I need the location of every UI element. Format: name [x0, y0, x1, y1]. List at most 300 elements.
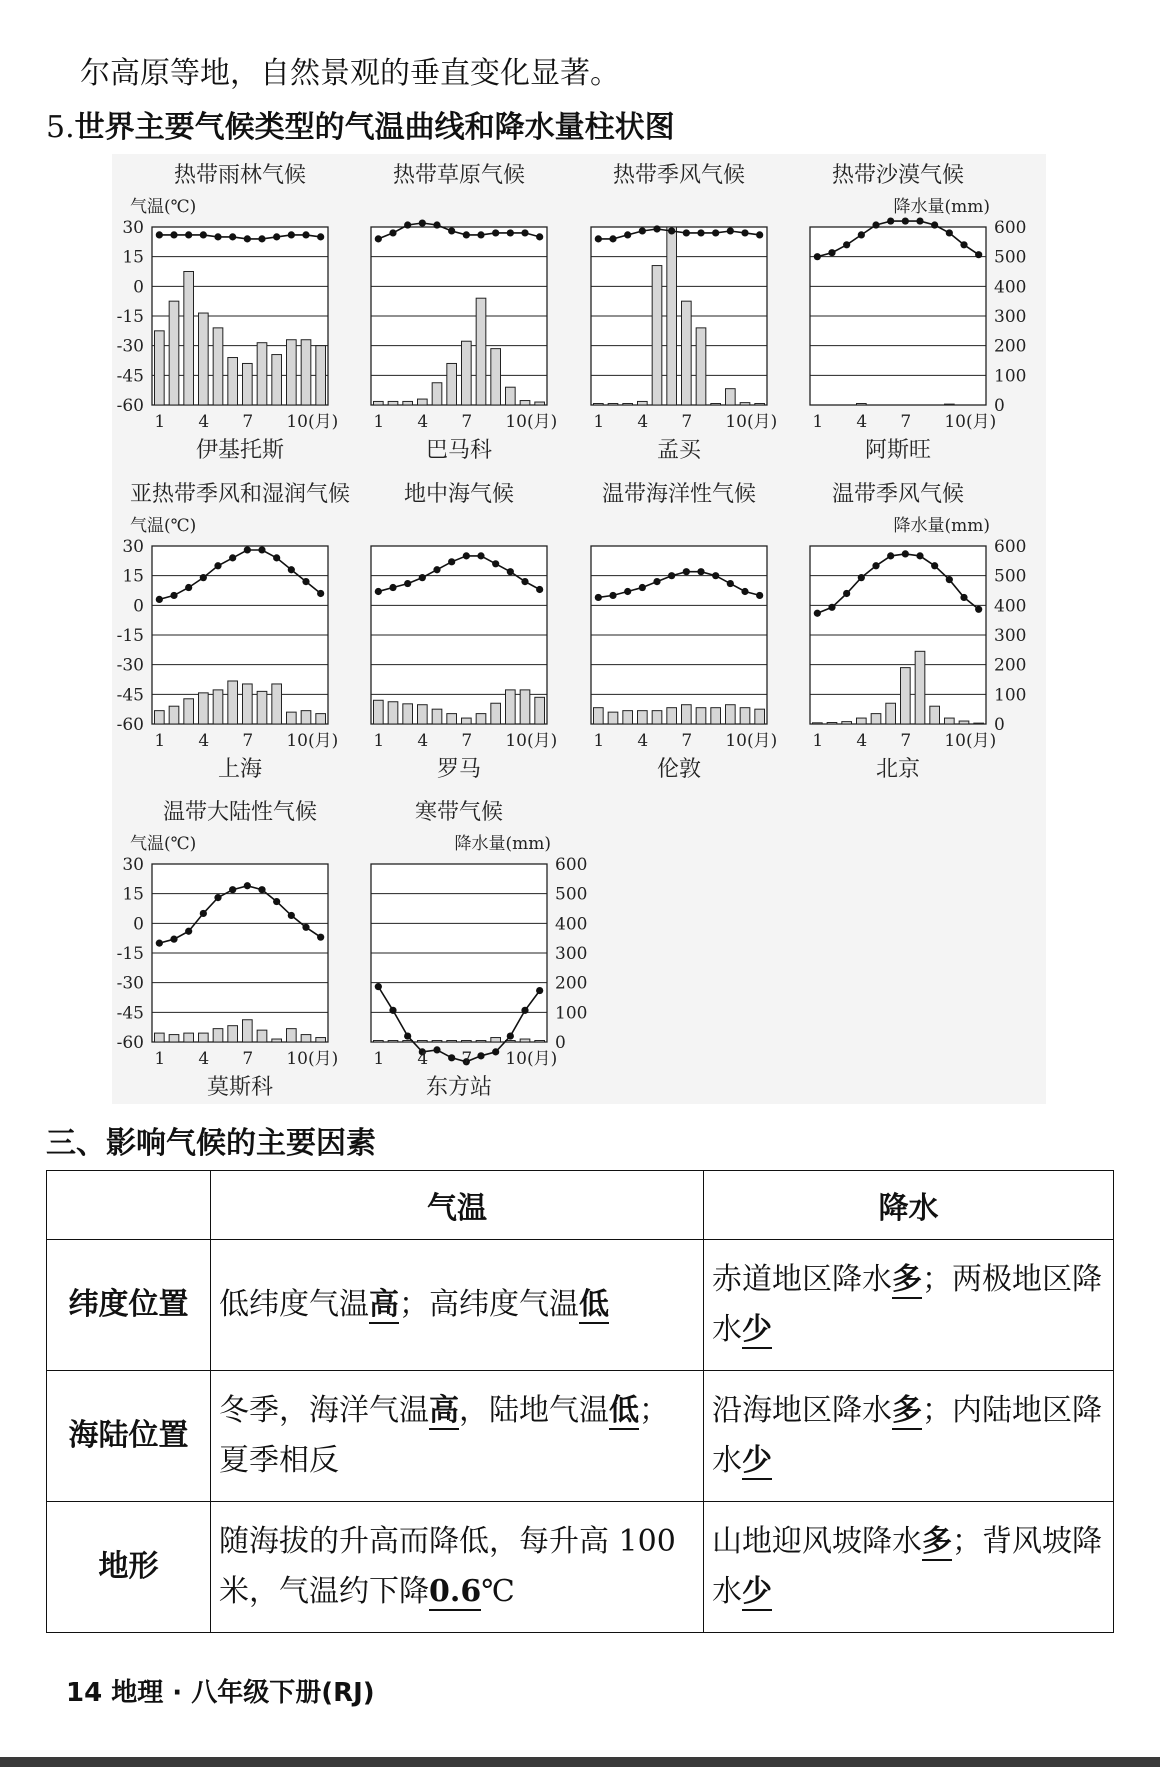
temp-point [697, 229, 704, 236]
temp-cell [211, 1371, 704, 1502]
temp-tick-label: -45 [116, 1003, 144, 1024]
precip-bar [476, 714, 486, 724]
temp-point [214, 894, 221, 901]
precip-bar [857, 404, 867, 405]
row-header: 地形 [47, 1502, 211, 1633]
x-tick-label: 1 [373, 731, 385, 751]
x-tick-label: 7 [461, 1049, 473, 1069]
precip-tick-label: 400 [994, 277, 1027, 298]
x-tick-label: 4 [198, 412, 210, 432]
temp-point [404, 1032, 411, 1039]
precip-cell [704, 1502, 1114, 1633]
temp-point [756, 231, 763, 238]
answer-blank: 低 [579, 1287, 609, 1322]
temp-point [288, 912, 295, 919]
temp-point [931, 221, 938, 228]
temp-point [609, 235, 616, 242]
cell-text: ；背风坡降水 [712, 1524, 1102, 1609]
precip-tick-label: 600 [994, 218, 1027, 238]
temp-point [595, 594, 602, 601]
precip-bar [608, 712, 618, 724]
temp-point [902, 217, 909, 224]
precip-bar [682, 301, 692, 405]
precip-bar [682, 705, 692, 724]
temp-point [858, 231, 865, 238]
cell-text: ，陆地气温 [459, 1393, 609, 1428]
temp-tick-label: 30 [122, 218, 144, 238]
x-tick-label: 7 [681, 412, 693, 432]
temp-cell [211, 1502, 704, 1633]
temp-point [273, 233, 280, 240]
temp-point [317, 233, 324, 240]
temp-point [960, 594, 967, 601]
cell-text: 山地迎风坡降水 [712, 1524, 922, 1559]
temp-tick-label: -15 [116, 307, 144, 327]
temp-point [317, 590, 324, 597]
x-tick-label: 10(月) [286, 1049, 339, 1069]
answer-blank: 高 [369, 1287, 399, 1322]
precip-tick-label: 200 [994, 655, 1027, 676]
x-tick-label: 4 [856, 412, 868, 432]
precip-bar [257, 691, 267, 724]
temp-tick-label: -45 [116, 366, 144, 387]
x-tick-label: 4 [637, 412, 649, 432]
precip-bar [228, 358, 238, 405]
city-name: 阿斯旺 [864, 438, 932, 463]
precip-tick-label: 600 [994, 537, 1027, 557]
temp-tick-label: 30 [122, 855, 144, 875]
answer-blank: 低 [609, 1393, 639, 1428]
precip-bar [755, 404, 765, 405]
x-tick-label: 1 [154, 1049, 166, 1069]
precip-bar [432, 709, 442, 724]
temp-point [317, 934, 324, 941]
chart-title: 寒带气候 [414, 800, 504, 825]
precip-bar [418, 705, 428, 724]
chart-title: 温带海洋性气候 [601, 482, 757, 507]
cell-text: ；高纬度气温 [399, 1287, 579, 1322]
cell-text: 冬季，海洋气温 [219, 1393, 429, 1428]
temp-point [712, 572, 719, 579]
x-tick-label: 7 [242, 731, 254, 751]
temp-point [887, 217, 894, 224]
x-tick-label: 7 [900, 412, 912, 432]
temp-point [697, 568, 704, 575]
precip-tick-label: 100 [555, 1003, 588, 1024]
x-tick-label: 1 [373, 412, 385, 432]
answer-blank: 少 [742, 1574, 772, 1609]
temp-point [302, 578, 309, 585]
precip-bar [623, 404, 633, 405]
header-temp: 气温 [211, 1171, 704, 1240]
precip-bar [316, 346, 326, 405]
precip-tick-label: 500 [555, 884, 588, 905]
precip-bar [886, 703, 896, 724]
temp-tick-label: -60 [116, 1033, 144, 1053]
temp-tick-label: -30 [116, 973, 144, 994]
precip-bar [638, 711, 648, 724]
city-name: 东方站 [425, 1075, 493, 1100]
row-header: 纬度位置 [47, 1240, 211, 1371]
temp-point [492, 1048, 499, 1055]
x-tick-label: 10(月) [505, 1049, 558, 1069]
precip-bar [594, 404, 604, 405]
temp-point [507, 568, 514, 575]
precip-bar [301, 340, 311, 405]
precip-axis-label: 降水量(mm) [893, 197, 990, 217]
precip-bar [432, 1041, 442, 1042]
precip-bar [915, 651, 925, 724]
precip-bar [418, 399, 428, 405]
x-tick-label: 10(月) [505, 412, 558, 432]
precip-bar [213, 328, 223, 405]
precip-bar [711, 708, 721, 724]
precip-bar [228, 1026, 238, 1042]
precip-bar [243, 684, 253, 724]
city-name: 伦敦 [656, 757, 702, 782]
temp-point [477, 231, 484, 238]
temp-point [858, 574, 865, 581]
precip-bar [243, 363, 253, 405]
temp-point [375, 235, 382, 242]
chart-title: 热带季风气候 [612, 163, 746, 188]
temp-point [448, 227, 455, 234]
x-tick-label: 1 [812, 412, 824, 432]
precip-bar [388, 702, 398, 724]
precip-bar [403, 704, 413, 724]
temp-point [200, 574, 207, 581]
precip-bar [535, 1041, 545, 1042]
precip-bar [228, 681, 238, 724]
precip-bar [696, 708, 706, 724]
precip-bar [374, 401, 384, 405]
temp-point [536, 987, 543, 994]
temp-point [960, 241, 967, 248]
temp-point [419, 574, 426, 581]
temp-point [609, 592, 616, 599]
precip-bar [740, 403, 750, 405]
temp-tick-label: 0 [133, 596, 144, 617]
temp-point [389, 584, 396, 591]
temp-tick-label: -15 [116, 944, 144, 964]
climate-charts-panel [112, 154, 1046, 1104]
precip-bar [287, 340, 297, 405]
temp-point [683, 229, 690, 236]
temp-point [624, 231, 631, 238]
precip-bar [272, 684, 282, 724]
x-tick-label: 10(月) [286, 412, 339, 432]
temp-point [375, 983, 382, 990]
header-precip: 降水 [704, 1171, 1114, 1240]
section-5-title: 世界主要气候类型的气温曲线和降水量柱状图 [74, 110, 675, 145]
precip-cell [704, 1371, 1114, 1502]
precip-bar [638, 401, 648, 405]
section-5-heading [46, 102, 675, 146]
answer-blank: 0.6 [429, 1574, 482, 1609]
temp-point [170, 936, 177, 943]
city-name: 罗马 [436, 757, 482, 782]
temp-point [375, 588, 382, 595]
precip-bar [184, 699, 194, 724]
temp-point [521, 229, 528, 236]
temp-point [536, 586, 543, 593]
temp-point [288, 231, 295, 238]
precip-bar [272, 355, 282, 405]
temp-point [741, 588, 748, 595]
precip-bar [184, 272, 194, 406]
temp-tick-label: 15 [122, 566, 144, 587]
precip-bar [945, 404, 955, 405]
chart-title: 热带草原气候 [392, 163, 526, 188]
precip-bar [726, 705, 736, 724]
precip-bar [316, 714, 326, 724]
x-tick-label: 1 [154, 412, 166, 432]
precip-bar [520, 1039, 530, 1042]
table-corner-cell [47, 1171, 211, 1240]
precip-bar [432, 383, 442, 405]
temp-point [843, 590, 850, 597]
chart-title: 热带雨林气候 [173, 163, 307, 188]
temp-point [477, 1052, 484, 1059]
precip-tick-label: 500 [994, 247, 1027, 268]
precip-bar [506, 387, 516, 405]
precip-tick-label: 0 [994, 715, 1005, 735]
precip-bar [491, 349, 501, 405]
temp-point [244, 546, 251, 553]
precip-axis-label: 降水量(mm) [454, 834, 551, 854]
temp-point [185, 928, 192, 935]
temp-point [419, 219, 426, 226]
temp-point [214, 562, 221, 569]
temp-point [156, 231, 163, 238]
temp-point [200, 231, 207, 238]
precip-bar [520, 401, 530, 405]
precip-bar [520, 690, 530, 724]
x-tick-label: 10(月) [944, 412, 997, 432]
temp-tick-label: -60 [116, 715, 144, 735]
precip-bar [901, 668, 911, 724]
temp-point [727, 580, 734, 587]
temp-point [872, 562, 879, 569]
temp-tick-label: -30 [116, 655, 144, 676]
page-footer: 14 地理 · 八年级下册(RJ) [66, 1678, 375, 1708]
cell-text: 赤道地区降水 [712, 1262, 892, 1297]
precip-bar [447, 1041, 457, 1042]
precip-bar [169, 1035, 179, 1042]
temp-point [389, 1007, 396, 1014]
temp-point [200, 910, 207, 917]
precip-bar [842, 722, 852, 724]
precip-bar [827, 723, 837, 724]
precip-bar [623, 711, 633, 724]
temp-point [156, 596, 163, 603]
temp-point [828, 249, 835, 256]
precip-bar [491, 1038, 501, 1042]
temp-point [975, 606, 982, 613]
precip-bar [535, 697, 545, 724]
precip-bar [257, 1030, 267, 1042]
temp-tick-label: -30 [116, 336, 144, 357]
precip-tick-label: 300 [994, 626, 1027, 646]
temp-point [902, 550, 909, 557]
precip-bar [213, 1029, 223, 1042]
answer-blank: 多 [892, 1262, 922, 1297]
precip-bar [594, 708, 604, 724]
temp-tick-label: -15 [116, 626, 144, 646]
x-tick-label: 4 [198, 1049, 210, 1069]
cell-text: 随海拔的升高而降低，每升高 100 米，气温约下降 [219, 1524, 676, 1609]
temp-point [433, 221, 440, 228]
precip-bar [155, 711, 165, 724]
precip-tick-label: 400 [555, 914, 588, 935]
precip-bar [199, 693, 209, 724]
temp-point [668, 227, 675, 234]
temp-point [639, 584, 646, 591]
precip-bar [403, 401, 413, 405]
temp-point [507, 1032, 514, 1039]
precip-bar [506, 690, 516, 724]
answer-blank: 少 [742, 1312, 772, 1347]
temp-point [946, 576, 953, 583]
climate-charts-svg [112, 154, 1046, 1104]
city-name: 巴马科 [425, 438, 493, 463]
cell-text: 低纬度气温 [219, 1287, 369, 1322]
chart-title: 温带季风气候 [831, 482, 965, 507]
precip-bar [667, 708, 677, 724]
temp-point [229, 554, 236, 561]
precip-axis-label: 降水量(mm) [893, 516, 990, 536]
x-tick-label: 7 [242, 1049, 254, 1069]
temp-point [448, 1054, 455, 1061]
temp-point [741, 229, 748, 236]
x-tick-label: 4 [417, 412, 429, 432]
temp-point [244, 882, 251, 889]
temp-point [653, 225, 660, 232]
precip-bar [301, 711, 311, 724]
temp-tick-label: 15 [122, 247, 144, 268]
section-5-number: 5. [46, 110, 75, 145]
row-header: 海陆位置 [47, 1371, 211, 1502]
precip-bar [155, 1033, 165, 1042]
temp-point [433, 1046, 440, 1053]
city-name: 北京 [875, 757, 921, 782]
precip-bar [476, 1041, 486, 1042]
temp-point [170, 592, 177, 599]
temp-point [916, 552, 923, 559]
cell-text: ；夏季相反 [219, 1393, 669, 1478]
temp-point [595, 235, 602, 242]
table-row [47, 1371, 1114, 1502]
precip-bar [652, 266, 662, 405]
precip-bar [447, 363, 457, 405]
temp-point [521, 1007, 528, 1014]
chart-title: 地中海气候 [403, 482, 515, 507]
temp-point [258, 235, 265, 242]
temp-point [433, 566, 440, 573]
precip-bar [388, 401, 398, 405]
temp-point [536, 233, 543, 240]
precip-bar [959, 721, 969, 724]
cell-text: 沿海地区降水 [712, 1393, 892, 1428]
chart-title: 温带大陆性气候 [162, 800, 318, 825]
temp-point [668, 572, 675, 579]
city-name: 伊基托斯 [195, 438, 285, 463]
temp-point [463, 552, 470, 559]
temp-point [521, 578, 528, 585]
temp-point [639, 227, 646, 234]
temp-point [448, 558, 455, 565]
section-3-heading: 三、影响气候的主要因素 [46, 1126, 376, 1161]
precip-bar [418, 1041, 428, 1042]
temp-point [302, 924, 309, 931]
precip-bar [462, 1041, 472, 1042]
x-tick-label: 7 [461, 731, 473, 751]
chart-title: 亚热带季风和湿润气候 [129, 482, 351, 507]
temp-point [229, 233, 236, 240]
x-tick-label: 10(月) [944, 731, 997, 751]
temp-axis-label: 气温(℃) [130, 197, 197, 217]
temp-point [302, 231, 309, 238]
precip-tick-label: 100 [994, 366, 1027, 387]
x-tick-label: 1 [812, 731, 824, 751]
temp-tick-label: -45 [116, 685, 144, 706]
temp-point [463, 231, 470, 238]
precip-bar [169, 706, 179, 724]
temp-point [975, 251, 982, 258]
temp-axis-label: 气温(℃) [130, 516, 197, 536]
x-tick-label: 4 [417, 731, 429, 751]
temp-point [273, 898, 280, 905]
temp-point [712, 229, 719, 236]
temp-point [273, 554, 280, 561]
table-header-row [47, 1171, 1114, 1240]
precip-bar [155, 331, 165, 405]
cell-text: ；内陆地区降水 [712, 1393, 1102, 1478]
precip-bar [608, 404, 618, 405]
precip-tick-label: 200 [994, 336, 1027, 357]
chart-title: 热带沙漠气候 [831, 163, 965, 188]
city-name: 莫斯科 [206, 1075, 274, 1100]
precip-bar [287, 712, 297, 724]
x-tick-label: 4 [198, 731, 210, 751]
temp-point [683, 568, 690, 575]
temp-point [931, 562, 938, 569]
precip-tick-label: 200 [555, 973, 588, 994]
precip-tick-label: 0 [994, 396, 1005, 416]
precip-bar [462, 341, 472, 405]
x-tick-label: 4 [417, 1049, 429, 1069]
x-tick-label: 4 [637, 731, 649, 751]
temp-point [872, 221, 879, 228]
temp-point [170, 231, 177, 238]
precip-bar [726, 389, 736, 405]
x-tick-label: 7 [461, 412, 473, 432]
x-tick-label: 10(月) [505, 731, 558, 751]
answer-blank: 高 [429, 1393, 459, 1428]
temp-point [258, 886, 265, 893]
temp-point [756, 592, 763, 599]
precip-bar [316, 1038, 326, 1042]
temp-point [946, 229, 953, 236]
precip-bar [257, 343, 267, 405]
precip-bar [652, 711, 662, 724]
precip-bar [945, 718, 955, 724]
intro-line: 尔高原等地，自然景观的垂直变化显著。 [80, 56, 620, 91]
precip-bar [374, 1041, 384, 1042]
temp-point [887, 552, 894, 559]
precip-bar [871, 714, 881, 724]
temp-point [507, 229, 514, 236]
